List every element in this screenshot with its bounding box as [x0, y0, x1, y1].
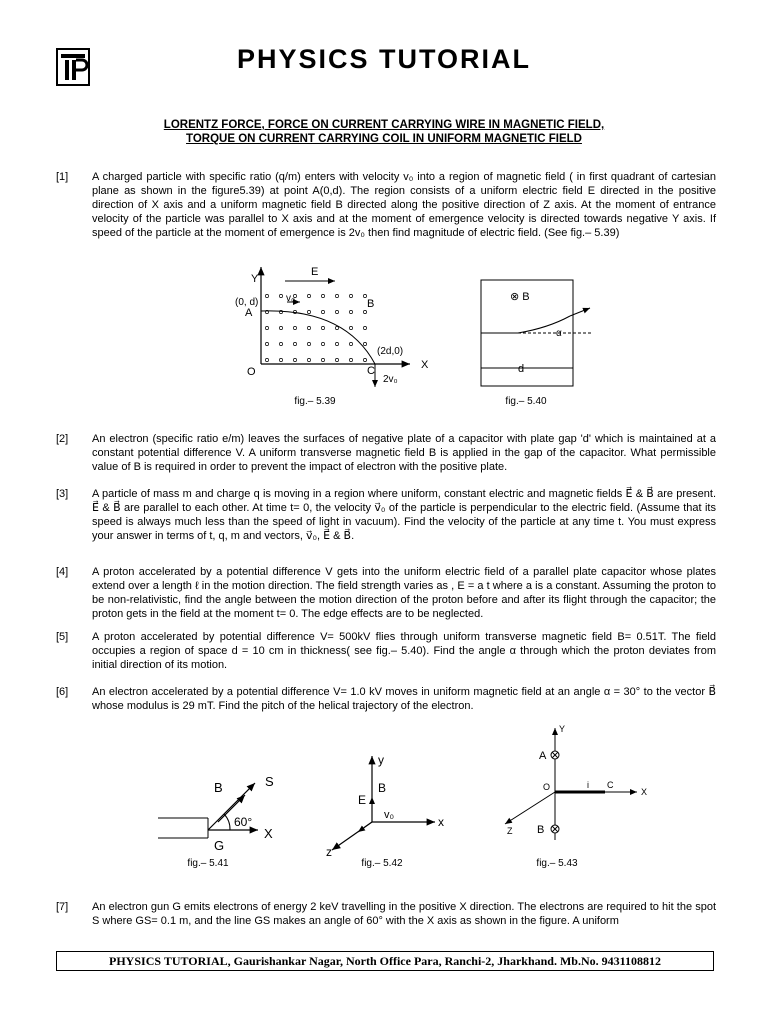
s-label: S [265, 774, 274, 789]
question-number: [2] [56, 433, 69, 445]
question-number: [3] [56, 488, 69, 500]
y-label: y [378, 753, 384, 767]
x-label: X [264, 826, 273, 841]
x-label: X [641, 787, 648, 797]
question-text: A charged particle with specific ratio (q/m) enters with velocity v₀ into a region of magnetic field ( in first quadrant of cartesian plane as shown in the figure5.39) at point A(0,d). The region consists of a uniform electric field E directed in the positive direction of X axis and a uniform magnetic field B directed along the positive direction of Z axis. At the moment of entrance velocity of the particle was parallel to X axis and at the moment of emergence velocity is directed towards negative Y axis. If speed of the particle at the moment of emergence is 2v₀ then find magnitude of electric field. (See fig.– 5.39) [92, 171, 716, 239]
page-title: PHYSICS TUTORIAL [236, 44, 532, 74]
field-dot [293, 342, 296, 345]
v0-label: v₀ [384, 809, 395, 821]
a-label: A [245, 307, 253, 319]
g-label: G [214, 838, 225, 853]
field-dot [279, 326, 282, 329]
o-label: O [543, 782, 551, 792]
angle-label: 60° [234, 815, 253, 829]
question-number: [6] [56, 686, 69, 698]
e-label: E [358, 793, 367, 807]
e-label: E [311, 266, 319, 278]
field-dot [335, 342, 338, 345]
page-subtitle [0, 118, 768, 146]
question-6 [56, 685, 716, 713]
a-coord-label: (0, d) [235, 297, 259, 308]
c-label: C [367, 365, 375, 377]
figure-caption: fig.– 5.40 [505, 396, 547, 407]
field-dot [321, 358, 324, 361]
figure-5-43 [495, 722, 655, 852]
question-number: [4] [56, 566, 69, 578]
question-text: An electron accelerated by a potential difference V= 1.0 kV moves in uniform magnetic field at an angle α = 30° to the vector B⃗ whose modulus is 29 mT. Find the pitch of the helical trajectory of the electron. [92, 686, 716, 712]
field-dot [307, 358, 310, 361]
subtitle-line-2: TORQUE ON CURRENT CARRYING COIL IN UNIFORM MAGNETIC FIELD [186, 133, 582, 145]
question-1 [56, 170, 716, 240]
field-dot [321, 294, 324, 297]
field-dot [349, 358, 352, 361]
figure-5-41 [150, 768, 290, 853]
b-label: B [378, 781, 387, 795]
field-dot [279, 294, 282, 297]
question-number: [1] [56, 171, 69, 183]
x-label: x [438, 815, 444, 829]
figure-5-40 [478, 278, 598, 388]
b-label: B [367, 298, 375, 310]
field-dot [307, 310, 310, 313]
figure-5-42 [320, 752, 450, 857]
field-dot [307, 326, 310, 329]
b-label: B [214, 780, 223, 795]
b-label: ⊗ B [510, 291, 530, 303]
question-2 [56, 432, 716, 474]
z-label: z [326, 845, 332, 857]
field-dot [363, 342, 366, 345]
b-label: B [537, 824, 545, 836]
field-dot [293, 326, 296, 329]
question-4 [56, 565, 716, 621]
field-dot [335, 294, 338, 297]
c-coord-label: (2d,0) [377, 346, 404, 357]
c-label: C [607, 780, 614, 790]
footer: PHYSICS TUTORIAL, Gaurishankar Nagar, North Office Para, Ranchi-2, Jharkhand. Mb.No. 9431108812 [56, 951, 714, 971]
d-label: d [518, 363, 525, 375]
field-dot [265, 358, 268, 361]
field-dot [265, 326, 268, 329]
y-label: Y [251, 273, 259, 285]
field-dot [307, 294, 310, 297]
question-number: [5] [56, 631, 69, 643]
question-text: A proton accelerated by a potential difference V gets into the uniform electric field of a parallel plate capacitor whose plates extend over a length ℓ in the motion direction. The field strength varies as , E = a t where a is a constant. Assuming the proton to be non-relativistic, find the angle between the motion direction of the proton before and after its flight through the capacitor; the proton gets in the field at the moment t= 0. The edge effects are to be neglected. [92, 566, 716, 620]
figure-caption: fig.– 5.39 [294, 396, 336, 407]
field-dot [349, 326, 352, 329]
field-dot [363, 310, 366, 313]
field-dot [265, 342, 268, 345]
x-label: X [421, 359, 429, 371]
subtitle-line-1: LORENTZ FORCE, FORCE ON CURRENT CARRYING WIRE IN MAGNETIC FIELD, [163, 119, 605, 131]
field-dot [321, 310, 324, 313]
question-text: A proton accelerated by potential difference V= 500kV flies through uniform transverse magnetic field B= 0.51T. The field occupies a region of space d = 10 cm in thickness( see fig.– 5.40). Find the angle α through which the proton deviates from initial direction of its motion. [92, 631, 716, 671]
question-number: [7] [56, 901, 69, 913]
field-dot [321, 326, 324, 329]
o-label: O [247, 366, 256, 378]
field-dot [349, 342, 352, 345]
field-dot [335, 358, 338, 361]
question-text: An electron (specific ratio e/m) leaves the surfaces of negative plate of a capacitor with plate gap 'd' which is maintained at a constant potential difference V. A uniform transverse magnetic field B is applied in the gap of the capacitor. What permissible value of B is required in order to prevent the impact of electron with the positive plate. [92, 433, 716, 473]
field-dot [335, 310, 338, 313]
v0-label: v₀ [286, 293, 296, 304]
y-label: Y [559, 724, 566, 734]
figure-caption: fig.– 5.43 [536, 858, 578, 869]
v-out-label: 2v₀ [383, 374, 398, 385]
z-label: Z [507, 826, 513, 836]
field-dot [279, 342, 282, 345]
figure-caption: fig.– 5.41 [187, 858, 229, 869]
field-dot [363, 326, 366, 329]
question-text: An electron gun G emits electrons of energy 2 keV travelling in the positive X direction. The electrons are required to hit the spot S where GS= 0.1 m, and the line GS makes an angle of 60° with the X axis as shown in the figure. A uniform [92, 901, 716, 927]
field-dot [307, 342, 310, 345]
a-label: A [539, 750, 547, 762]
field-dot [321, 342, 324, 345]
field-dot [335, 326, 338, 329]
field-dot [363, 358, 366, 361]
figure-caption: fig.– 5.42 [361, 858, 403, 869]
field-dot [349, 310, 352, 313]
field-dot [265, 294, 268, 297]
question-3 [56, 487, 716, 543]
alpha-label: α [556, 328, 562, 339]
question-text: A particle of mass m and charge q is moving in a region where uniform, constant electric and magnetic fields E⃗ & B⃗ are present. E⃗ & B⃗ are parallel to each other. At time t= 0, the velocity v⃗₀ of the particle is perpendicular to the electric field. (Assume that its speed is always much less than the speed of light in vacuum). Find the velocity of the particle at any time t. You must express your answer in terms of t, q, m and vectors, v⃗₀, E⃗ & B⃗. [92, 488, 716, 542]
figure-5-39 [225, 262, 445, 392]
field-dot [279, 358, 282, 361]
field-dot [349, 294, 352, 297]
question-7 [56, 900, 716, 928]
question-5 [56, 630, 716, 672]
field-dot [293, 358, 296, 361]
i-label: i [587, 780, 589, 790]
